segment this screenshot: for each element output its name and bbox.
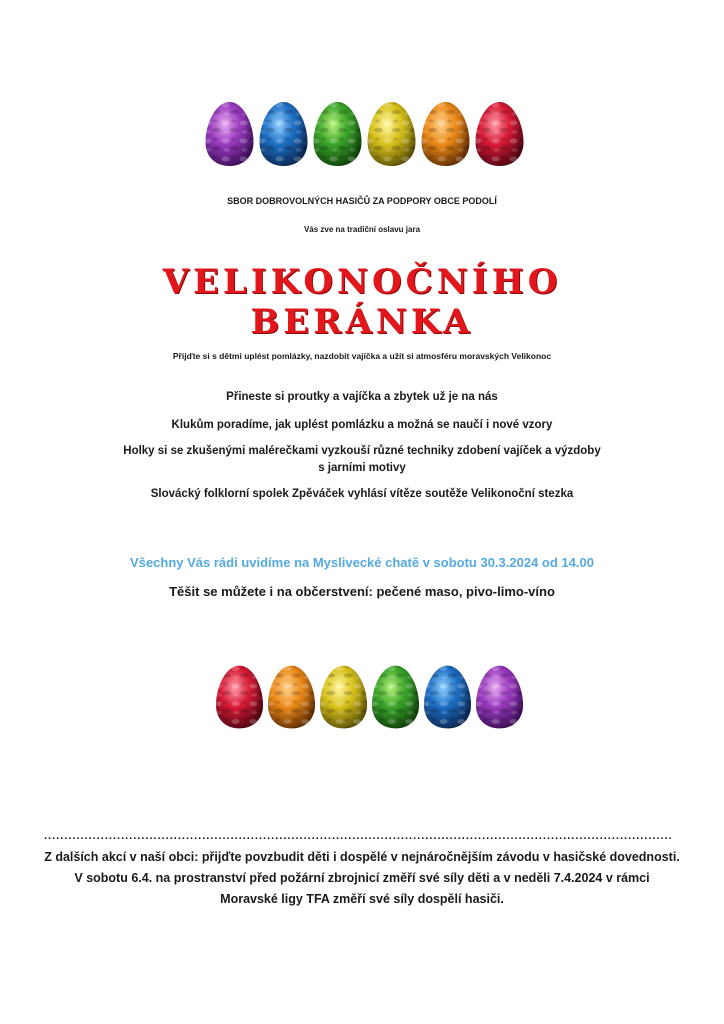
- easter-eggs-bottom: [214, 662, 525, 732]
- program-item: Holky si se zkušenými malérečkami vyzkouší různé techniky zdobení vajíček a výzdoby: [123, 445, 601, 457]
- yellow-egg-icon: [318, 662, 369, 732]
- purple-egg-icon: [203, 100, 256, 168]
- program-item: Přineste si proutky a vajíčka a zbytek už je na nás: [226, 391, 498, 403]
- program-item: Klukům poradíme, jak uplést pomlázku a možná se naučí i nové vzory: [171, 419, 553, 431]
- orange-egg-icon: [266, 662, 317, 732]
- headline-line-2: BERÁNKA: [250, 302, 474, 342]
- blue-egg-icon: [257, 100, 310, 168]
- purple-egg-icon: [474, 662, 525, 732]
- headline-line-1: VELIKONOČNÍHO: [162, 262, 562, 302]
- orange-egg-icon: [419, 100, 472, 168]
- red-egg-icon: [473, 100, 526, 168]
- dotted-divider: ...........................................................................................................................................................: [44, 830, 673, 842]
- invitation-line: Vás zve na tradiční oslavu jara: [303, 225, 421, 234]
- program-item: s jarními motivy: [318, 462, 406, 474]
- easter-eggs-top: [203, 100, 526, 168]
- green-egg-icon: [311, 100, 364, 168]
- event-invite: Všechny Vás rádi uvidíme na Myslivecké chatě v sobotu 30.3.2024 od 14.00: [130, 555, 594, 570]
- refreshments-text: Těšit se můžete i na občerstvení: pečené maso, pivo-limo-víno: [169, 584, 555, 599]
- footer-line: Z dalších akcí v naší obci: přijďte povzbudit děti i dospělé v nejnáročnějším závodu v hasičské dovednosti.: [44, 850, 680, 864]
- program-item: Slovácký folklorní spolek Zpěváček vyhlásí vítěze soutěže Velikonoční stezka: [150, 488, 574, 500]
- organizer-name: SBOR DOBROVOLNÝCH HASIČŮ ZA PODPORY OBCE PODOLÍ: [227, 196, 497, 206]
- yellow-egg-icon: [365, 100, 418, 168]
- footer-line: V sobotu 6.4. na prostranství před požární zbrojnicí změří své síly děti a v neděli 7.4.2024 v rámci: [74, 871, 650, 885]
- footer-line: Moravské ligy TFA změří své síly dospělí hasiči.: [220, 892, 504, 906]
- red-egg-icon: [214, 662, 265, 732]
- green-egg-icon: [370, 662, 421, 732]
- intro-text: Přijďte si s dětmi uplést pomlázky, nazdobit vajíčka a užít si atmosféru moravských Velikonoc: [172, 351, 552, 361]
- blue-egg-icon: [422, 662, 473, 732]
